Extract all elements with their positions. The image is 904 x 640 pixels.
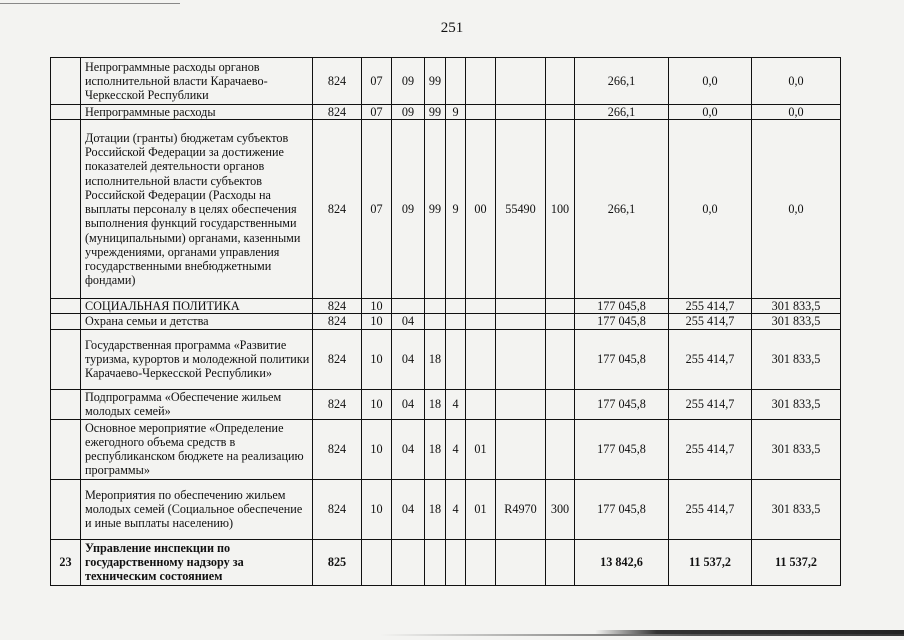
subsection-code — [392, 539, 425, 585]
event-code: 01 — [466, 419, 496, 479]
row-number — [51, 329, 81, 389]
amount-year-2: 0,0 — [669, 120, 752, 299]
table-row — [51, 329, 841, 389]
subprogram-code — [446, 329, 466, 389]
row-name: СОЦИАЛЬНАЯ ПОЛИТИКА — [81, 299, 313, 314]
event-code — [466, 314, 496, 329]
amount-year-3: 301 833,5 — [752, 329, 841, 389]
table-row — [51, 389, 841, 419]
event-code — [466, 299, 496, 314]
scan-edge-shadow — [595, 630, 904, 634]
row-number — [51, 479, 81, 539]
row-name: Охрана семьи и детства — [81, 314, 313, 329]
event-code — [466, 389, 496, 419]
ministry-code: 825 — [313, 539, 362, 585]
direction-code — [496, 58, 546, 105]
row-name: Дотации (гранты) бюджетам субъектов Российской Федерации за достижение показателей деятельности органов исполнительной власти субъектов Российской Федерации (Расходы на выплаты персоналу в целях обеспечения выполнения функций государственными (муниципальными) органами, казенными учреждениями, органами управления государственными внебюджетными фондами) — [81, 120, 313, 299]
amount-year-3: 301 833,5 — [752, 479, 841, 539]
event-code: 01 — [466, 479, 496, 539]
ministry-code: 824 — [313, 329, 362, 389]
subprogram-code — [446, 539, 466, 585]
expense-type-code: 300 — [546, 479, 575, 539]
subprogram-code: 9 — [446, 105, 466, 120]
program-code: 99 — [425, 120, 446, 299]
amount-year-2: 0,0 — [669, 105, 752, 120]
table-row — [51, 479, 841, 539]
section-code — [362, 539, 392, 585]
ministry-code: 824 — [313, 314, 362, 329]
expense-type-code — [546, 58, 575, 105]
section-code: 10 — [362, 299, 392, 314]
amount-year-2: 0,0 — [669, 58, 752, 105]
expense-type-code — [546, 389, 575, 419]
program-code: 18 — [425, 479, 446, 539]
expense-type-code — [546, 314, 575, 329]
amount-year-1: 177 045,8 — [575, 329, 669, 389]
ministry-code: 824 — [313, 389, 362, 419]
program-code: 99 — [425, 105, 446, 120]
amount-year-2: 255 414,7 — [669, 419, 752, 479]
amount-year-1: 177 045,8 — [575, 314, 669, 329]
program-code: 18 — [425, 389, 446, 419]
amount-year-2: 255 414,7 — [669, 314, 752, 329]
program-code — [425, 314, 446, 329]
ministry-code: 824 — [313, 58, 362, 105]
subsection-code: 04 — [392, 419, 425, 479]
amount-year-1: 266,1 — [575, 58, 669, 105]
direction-code — [496, 299, 546, 314]
row-name: Подпрограмма «Обеспечение жильем молодых семей» — [81, 389, 313, 419]
expense-type-code: 100 — [546, 120, 575, 299]
row-name: Мероприятия по обеспечению жильем молодых семей (Социальное обеспечение и иные выплаты населению) — [81, 479, 313, 539]
subsection-code — [392, 299, 425, 314]
subsection-code: 09 — [392, 58, 425, 105]
row-number — [51, 314, 81, 329]
program-code: 18 — [425, 419, 446, 479]
subsection-code: 04 — [392, 479, 425, 539]
program-code: 18 — [425, 329, 446, 389]
direction-code — [496, 105, 546, 120]
expense-type-code — [546, 419, 575, 479]
amount-year-3: 301 833,5 — [752, 419, 841, 479]
program-code — [425, 539, 446, 585]
row-number — [51, 105, 81, 120]
amount-year-3: 301 833,5 — [752, 314, 841, 329]
program-code — [425, 299, 446, 314]
ministry-code: 824 — [313, 479, 362, 539]
row-name: Непрограммные расходы — [81, 105, 313, 120]
amount-year-3: 0,0 — [752, 58, 841, 105]
amount-year-3: 301 833,5 — [752, 299, 841, 314]
amount-year-2: 255 414,7 — [669, 389, 752, 419]
direction-code — [496, 314, 546, 329]
direction-code — [496, 389, 546, 419]
subprogram-code — [446, 299, 466, 314]
table-row — [51, 120, 841, 299]
direction-code — [496, 329, 546, 389]
amount-year-1: 13 842,6 — [575, 539, 669, 585]
section-code: 10 — [362, 329, 392, 389]
amount-year-2: 255 414,7 — [669, 329, 752, 389]
expense-type-code — [546, 539, 575, 585]
scan-edge-shadow — [380, 634, 904, 636]
row-number — [51, 58, 81, 105]
table-row — [51, 314, 841, 329]
row-name: Государственная программа «Развитие туризма, курортов и молодежной политики Карачаево-Черкесской Республики» — [81, 329, 313, 389]
direction-code: 55490 — [496, 120, 546, 299]
amount-year-1: 177 045,8 — [575, 419, 669, 479]
subsection-code: 09 — [392, 105, 425, 120]
subprogram-code: 4 — [446, 389, 466, 419]
table-row — [51, 58, 841, 105]
amount-year-3: 11 537,2 — [752, 539, 841, 585]
subsection-code: 04 — [392, 329, 425, 389]
amount-year-1: 266,1 — [575, 105, 669, 120]
row-number — [51, 419, 81, 479]
page-number: 251 — [440, 20, 464, 36]
expense-type-code — [546, 105, 575, 120]
amount-year-2: 255 414,7 — [669, 299, 752, 314]
amount-year-2: 11 537,2 — [669, 539, 752, 585]
section-code: 10 — [362, 419, 392, 479]
expense-type-code — [546, 329, 575, 389]
row-name: Основное мероприятие «Определение ежегодного объема средств в республиканском бюджете на реализацию программы» — [81, 419, 313, 479]
scan-edge-line — [0, 3, 180, 4]
amount-year-1: 177 045,8 — [575, 479, 669, 539]
event-code — [466, 539, 496, 585]
event-code: 00 — [466, 120, 496, 299]
row-number — [51, 299, 81, 314]
subprogram-code: 9 — [446, 120, 466, 299]
section-code: 07 — [362, 105, 392, 120]
section-code: 10 — [362, 314, 392, 329]
table-row — [51, 419, 841, 479]
subprogram-code — [446, 58, 466, 105]
budget-table — [50, 57, 841, 586]
ministry-code: 824 — [313, 419, 362, 479]
table-row — [51, 539, 841, 585]
subsection-code: 09 — [392, 120, 425, 299]
ministry-code: 824 — [313, 105, 362, 120]
subsection-code: 04 — [392, 314, 425, 329]
direction-code: R4970 — [496, 479, 546, 539]
event-code — [466, 105, 496, 120]
event-code — [466, 58, 496, 105]
subprogram-code — [446, 314, 466, 329]
subsection-code: 04 — [392, 389, 425, 419]
subprogram-code: 4 — [446, 419, 466, 479]
amount-year-3: 301 833,5 — [752, 389, 841, 419]
amount-year-1: 177 045,8 — [575, 389, 669, 419]
subprogram-code: 4 — [446, 479, 466, 539]
program-code: 99 — [425, 58, 446, 105]
expense-type-code — [546, 299, 575, 314]
amount-year-1: 266,1 — [575, 120, 669, 299]
section-code: 10 — [362, 479, 392, 539]
section-code: 07 — [362, 58, 392, 105]
row-name: Управление инспекции по государственному надзору за техническим состоянием — [81, 539, 313, 585]
direction-code — [496, 539, 546, 585]
event-code — [466, 329, 496, 389]
row-number — [51, 389, 81, 419]
ministry-code: 824 — [313, 120, 362, 299]
direction-code — [496, 419, 546, 479]
row-number — [51, 120, 81, 299]
amount-year-2: 255 414,7 — [669, 479, 752, 539]
table-row — [51, 299, 841, 314]
row-name: Непрограммные расходы органов исполнительной власти Карачаево-Черкесской Республики — [81, 58, 313, 105]
amount-year-3: 0,0 — [752, 120, 841, 299]
amount-year-1: 177 045,8 — [575, 299, 669, 314]
ministry-code: 824 — [313, 299, 362, 314]
row-number: 23 — [51, 539, 81, 585]
table-row — [51, 105, 841, 120]
amount-year-3: 0,0 — [752, 105, 841, 120]
section-code: 10 — [362, 389, 392, 419]
section-code: 07 — [362, 120, 392, 299]
